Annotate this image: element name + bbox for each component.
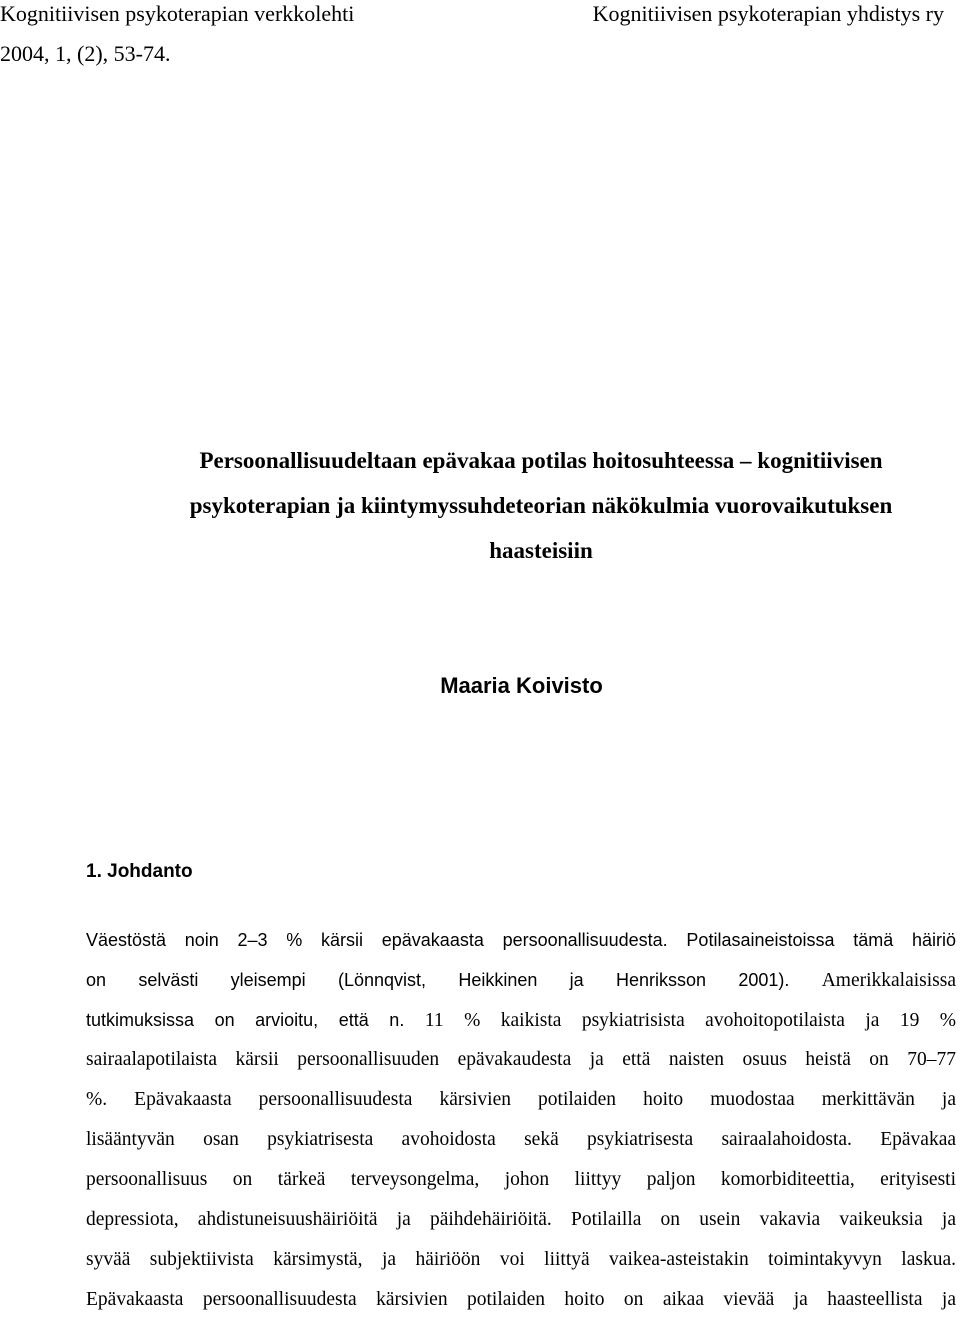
body-paragraph — [86, 920, 956, 1320]
body-line — [86, 1200, 956, 1240]
body-text-segment: on selvästi yleisempi (Lönnqvist, Heikkinen ja Henriksson 2001). — [86, 970, 822, 990]
body-text-segment: syvää subjektiivista kärsimystä, ja häiriöön voi liittyä vaikea-asteistakin toimintakyvyn laskua. — [86, 1249, 956, 1270]
body-line — [86, 1000, 956, 1040]
article-title-line: Persoonallisuudeltaan epävakaa potilas hoitosuhteessa – kognitiivisen — [199, 448, 883, 473]
body-text-segment: lisääntyvän osan psykiatrisesta avohoidosta sekä psykiatrisesta sairaalahoidosta. Epävakaa — [86, 1129, 956, 1150]
body-text-segment: persoonallisuus on tärkeä terveysongelma, johon liittyy paljon komorbiditeettia, erityisesti — [86, 1169, 956, 1190]
body-line — [86, 1160, 956, 1200]
body-text-segment: Epävakaasta persoonallisuudesta kärsivien potilaiden hoito on aikaa vievää ja haasteellista ja — [86, 1289, 956, 1310]
article-title-line: psykoterapian ja kiintymyssuhdeteorian näkökulmia vuorovaikutuksen — [189, 493, 893, 518]
body-line — [86, 1120, 956, 1160]
body-text-segment: depressiota, ahdistuneisuushäiriöitä ja päihdehäiriöitä. Potilailla on usein vakavia vaikeuksia ja — [86, 1209, 956, 1230]
body-text-segment: Väestöstä noin 2–3 % kärsii epävakaasta persoonallisuudesta. — [86, 930, 687, 950]
body-line — [86, 1040, 956, 1080]
body-text-segment: %. Epävakaasta persoonallisuudesta kärsivien potilaiden hoito muodostaa merkittävän ja — [86, 1089, 956, 1110]
body-line — [86, 960, 956, 1000]
body-text-segment: sairaalapotilaista kärsii persoonallisuuden epävakaudesta ja että naisten osuus heistä on 70–77 — [86, 1049, 956, 1070]
body-line — [86, 920, 956, 960]
body-line — [86, 1280, 956, 1320]
body-text-segment: tutkimuksissa on arvioitu, että n. — [86, 1010, 425, 1030]
article-title — [60, 438, 960, 573]
page-header — [0, 0, 960, 30]
author-name: Maaria Koivisto — [440, 673, 603, 698]
body-line — [86, 1240, 956, 1280]
citation: 2004, 1, (2), 53-74. — [0, 41, 171, 66]
body-text-segment: Potilasaineistoissa tämä häiriö — [686, 930, 956, 950]
body-text-segment: Amerikkalaisissa — [821, 970, 956, 991]
section-heading: 1. Johdanto — [86, 861, 193, 882]
body-text-segment: 11 % kaikista psykiatrisista avohoitopotilaista ja 19 % — [424, 1010, 956, 1031]
publisher-name: Kognitiivisen psykoterapian yhdistys ry — [592, 1, 944, 26]
body-line — [86, 1080, 956, 1120]
article-title-line: haasteisiin — [489, 538, 593, 563]
journal-name: Kognitiivisen psykoterapian verkkolehti — [0, 1, 355, 26]
